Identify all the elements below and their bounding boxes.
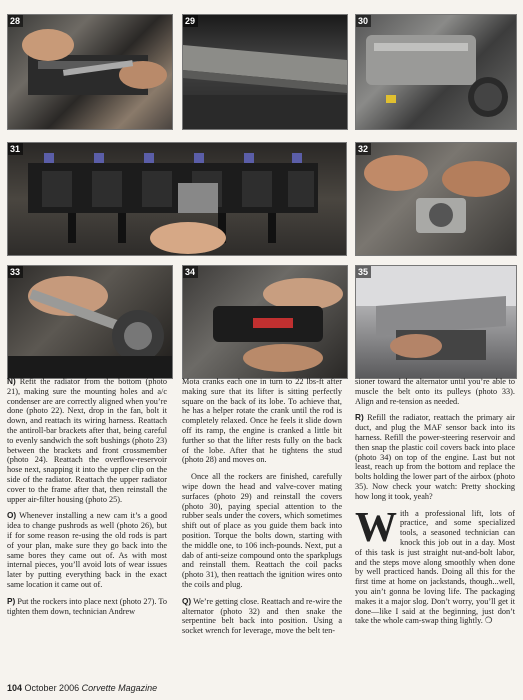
- step-letter: Q): [182, 596, 192, 606]
- magazine-name: Corvette Magazine: [81, 683, 158, 693]
- paragraph-text: Mota cranks each one in turn to 22 lbs-ft after making sure that its lifter is sitting perfectly square on the back of its lobe. To achieve that, he has a helper rotate the crank until the rod is completely relaxed. Once he feels it slide down off its ramp, the engine is cranked a little bit further so that the lifter rests fully on the back of the lobe. After that he tightens the stud (photo 28) and moves on.: [182, 377, 342, 465]
- step-letter: N): [7, 377, 16, 386]
- paragraph-text: sioner toward the alternator until you’re able to muscle the belt onto its pulleys (photo 33). Align and re-tension as needed.: [355, 377, 515, 406]
- photo-31-illustration: [8, 143, 346, 255]
- photo-33: [7, 265, 173, 379]
- step-letter: R): [355, 413, 364, 423]
- paragraph-text: ith a professional lift, lots of practice, and some specialized tools, a seasoned technician can knock this job out in a day. Most of this task is just straight nut-and-bolt labor, and the steps move along smoothly when done by well practiced hands. Doing all this for the first time at home on jackstands, though...well, you ain’t gonna be loving life. The packaging makes it a major slog. Don’t worry, you’ll get it done—like I said at the beginning, just don’t take the whole cam-swap thing lightly. ❍: [355, 508, 515, 626]
- photo-number: 30: [356, 15, 371, 27]
- photo-number: 32: [356, 143, 371, 155]
- paragraph-text: Put the rockers into place next (photo 27). To tighten them down, technician Andrew: [7, 596, 167, 616]
- photo-29-illustration: [183, 15, 347, 129]
- photo-34-illustration: [183, 266, 347, 378]
- photo-35-illustration: [356, 266, 516, 378]
- paragraph-p-continued: [182, 377, 342, 465]
- page-footer: [7, 683, 157, 693]
- paragraph-conclusion: [355, 504, 515, 627]
- photo-28: [7, 14, 173, 130]
- page-number: 104: [7, 683, 23, 693]
- photo-number: 28: [8, 15, 23, 27]
- paragraph-text: Whenever installing a new cam it’s a good idea to change pushrods as well (photo 26), but if for some reason re-using the old rods is part of your plan, make sure they go back into the same bores they came out of. As with most internal pieces, you’ll avoid lots of wear issues later by putting everything back in the exact same location it came out of.: [7, 511, 167, 589]
- text-column-1: [7, 377, 167, 623]
- paragraph-rockers: [182, 472, 342, 590]
- photo-32: [355, 142, 517, 256]
- photo-number: 34: [183, 266, 198, 278]
- paragraph-q-continued: [355, 377, 515, 406]
- text-column-3: [355, 377, 515, 633]
- paragraph-n: [7, 377, 167, 504]
- step-letter: P): [7, 596, 16, 606]
- photo-28-illustration: [8, 15, 172, 129]
- photo-30-illustration: [356, 15, 516, 129]
- photo-30: [355, 14, 517, 130]
- photo-number: 33: [8, 266, 23, 278]
- photo-35: [355, 265, 517, 379]
- photo-number: 29: [183, 15, 198, 27]
- paragraph-text: Refill the radiator, reattach the primary air duct, and plug the MAF sensor back into its harness. Refill the power-steering reservoir and then snap the plastic coil covers back into place (photo 34) on top of the engine. Last but not least, reach up from the bottom and replace the bolts holding the lower part of the airbox (photo 35). Now check your watch: Pretty shocking how long it took, yeah?: [355, 413, 515, 501]
- text-column-2: [182, 377, 342, 643]
- photo-number: 31: [8, 143, 23, 155]
- paragraph-p: [7, 597, 167, 617]
- photo-33-illustration: [8, 266, 172, 378]
- photo-29: [182, 14, 348, 130]
- paragraph-o: [7, 511, 167, 589]
- paragraph-q: [182, 597, 342, 636]
- issue-date: October 2006: [24, 683, 80, 693]
- paragraph-r: [355, 413, 515, 501]
- drop-cap: W: [355, 504, 397, 551]
- paragraph-text: We’re getting close. Reattach and re-wire the alternator (photo 32) and then snake the serpentine belt back into position. Using a socket wrench for leverage, move the belt ten-: [182, 596, 342, 636]
- photo-34: [182, 265, 348, 379]
- paragraph-text: Refit the radiator from the bottom (photo 21), making sure the mounting holes and a/c condenser are are correctly aligned when you’re done (photo 22). Next, drop in the fan, bolt it down, and reattach its wiring harness. Reattach the antiroll-bar brackets after that, being careful to evenly sandwich the soft bushings (photo 23) between the brackets and front crossmember (photo 24). Reattach the overflow-reservoir hose next, snapping it into the upper clip on the side of the radiator. Reattach the upper radiator cover to the frame after that, then reinstall the upper air-filter housing (photo 25).: [7, 377, 167, 504]
- photo-31: [7, 142, 347, 256]
- paragraph-text: Once all the rockers are finished, carefully wipe down the head and valve-cover mating surfaces (photo 29) and reinstall the covers (photo 30), paying special attention to the rubber seals under the covers, which sometimes shift out of place as you guide them back into position. Torque the bolts down, starting with the middle one, to 106 inch-pounds. Next, put a dab of anti-seize compound onto the sparkplugs and reinstall them. Reattach the coil packs (photo 31), then reattach the ignition wires onto the coils and plug.: [182, 472, 342, 589]
- step-letter: O): [7, 511, 17, 521]
- photo-32-illustration: [356, 143, 516, 255]
- photo-number: 35: [356, 266, 371, 278]
